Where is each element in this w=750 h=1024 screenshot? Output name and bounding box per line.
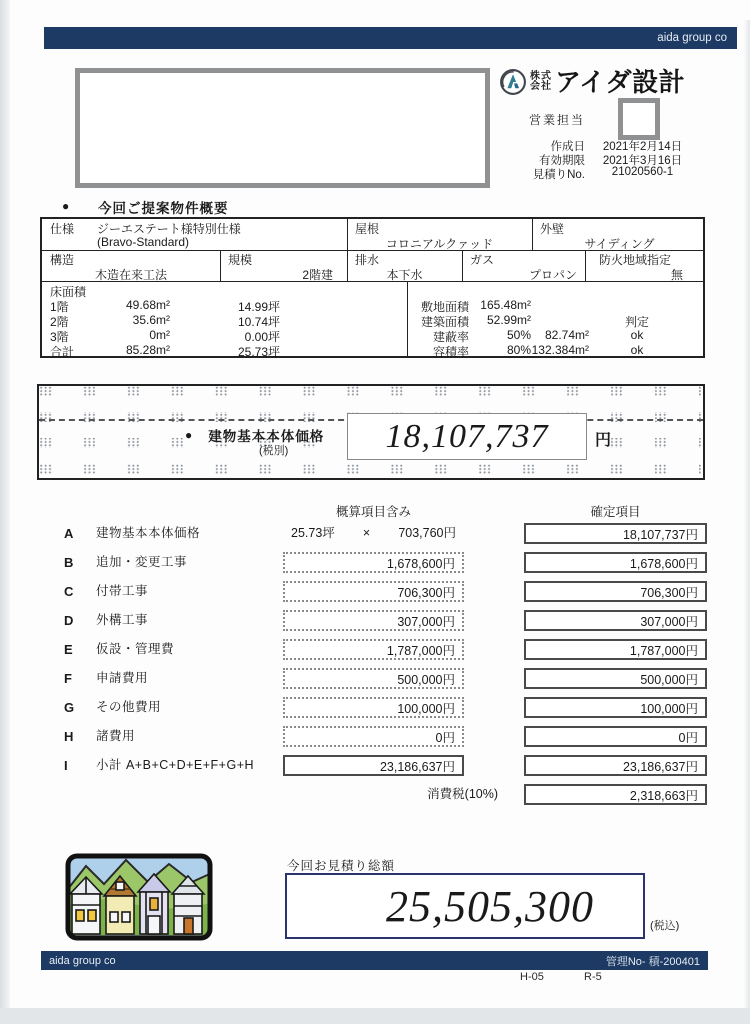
row-name: 外構工事 <box>96 613 149 627</box>
estimate-amount-box: 500,000円 <box>283 668 464 689</box>
row-name: その他費用 <box>96 700 162 714</box>
spec-value-gaiheki: サイディング <box>584 237 655 251</box>
spec-label-gas: ガス <box>470 253 495 267</box>
estimate-row-h <box>0 726 750 748</box>
column-header-estimate: 概算項目含み <box>335 505 411 519</box>
fixed-amount-box: 0円 <box>524 726 707 747</box>
sales-rep-label: 営業担当 <box>529 113 586 127</box>
top-brand-bar <box>44 27 737 49</box>
spec-label-gaiheki: 外壁 <box>540 222 565 236</box>
site-row-v1: 50% <box>506 328 531 342</box>
spec-value-haisui: 本下水 <box>386 268 423 282</box>
spec-value-yane: コロニアルクァッド <box>385 237 494 251</box>
spec-value-bouka: 無 <box>670 268 683 282</box>
grand-total-label: 今回お見積り総額 <box>287 859 396 873</box>
base-price-unit: 円 <box>595 432 612 449</box>
top-bar-text: aida group co <box>657 32 727 44</box>
column-header-fixed: 確定項目 <box>590 505 641 519</box>
estimate-row-b <box>0 552 750 574</box>
footer-bar-left-text: aida group co <box>49 954 116 967</box>
fixed-amount-box: 100,000円 <box>524 697 707 718</box>
company-prefix-top: 株式 <box>530 70 552 82</box>
footer-code-r: R-5 <box>584 971 602 983</box>
row-letter: E <box>64 642 73 657</box>
spec-value-shiyo: ジーエステート様特別仕様 <box>97 222 241 236</box>
customer-address-box <box>75 68 490 188</box>
company-name: アイダ設計 <box>555 67 686 97</box>
row-name: 諸費用 <box>96 729 136 743</box>
floor-row-label: 2階 <box>50 315 69 329</box>
base-price-label-group <box>185 425 324 445</box>
row-name: 仮設・管理費 <box>96 642 175 656</box>
floor-row-label: 3階 <box>50 330 69 344</box>
grand-total-amount-box: 25,505,300 <box>285 873 645 939</box>
spec-value-kozo: 木造在来工法 <box>94 268 167 282</box>
site-row-v1: 80% <box>506 343 531 357</box>
estimate-row-d <box>0 610 750 632</box>
floor-row-tsubo: 10.74坪 <box>237 315 280 329</box>
row-letter: H <box>64 729 74 744</box>
subtotal-fixed-box: 23,186,637円 <box>524 755 707 776</box>
section-title: 今回ご提案物件概要 <box>98 201 229 216</box>
row-letter: C <box>64 584 74 599</box>
estimate-row-subtotal <box>0 755 750 777</box>
floor-row-label: 合計 <box>50 345 75 359</box>
multiply-sign: × <box>362 526 371 540</box>
estimate-row-f <box>0 668 750 690</box>
floor-row-m2: 85.28m² <box>125 343 170 357</box>
grand-total-tax-note: (税込) <box>650 920 680 932</box>
floor-row-m2: 49.68m² <box>125 298 170 312</box>
spec-label-haisui: 排水 <box>355 253 380 267</box>
estimate-amount-box: 1,678,600円 <box>283 552 464 573</box>
site-row-label: 建蔽率 <box>432 330 469 344</box>
meta-label: 有効期限 <box>539 155 585 167</box>
base-price-tax-note: (税別) <box>259 445 289 457</box>
site-row-v2: 82.74m² <box>544 328 589 342</box>
price-bullet-icon: ● <box>185 428 193 442</box>
subtotal-estimate-box: 23,186,637円 <box>283 755 464 776</box>
site-row-v1: 165.48m² <box>480 298 531 312</box>
row-name: 付帯工事 <box>96 584 149 598</box>
site-row-label: 容積率 <box>432 345 469 359</box>
floor-area-title: 床面積 <box>50 285 87 299</box>
site-row-label: 建築面積 <box>420 315 469 329</box>
fixed-amount-box: 18,107,737円 <box>524 523 707 544</box>
spec-label-kozo: 構造 <box>50 253 75 267</box>
houses-illustration <box>64 852 214 942</box>
estimate-row-g <box>0 697 750 719</box>
base-price-amount-box: 18,107,737 <box>347 413 587 460</box>
meta-label: 見積りNo. <box>532 169 585 181</box>
row-letter: F <box>64 671 72 686</box>
meta-value: 2021年2月14日 <box>602 141 683 153</box>
spec-label-kibo: 規模 <box>228 253 253 267</box>
site-row-v1: 52.99m² <box>486 313 531 327</box>
consumption-tax-row <box>0 784 750 806</box>
spec-label-yane: 屋根 <box>355 222 380 236</box>
company-prefix-bottom: 会社 <box>530 81 552 92</box>
row-name: 追加・変更工事 <box>96 555 188 569</box>
estimate-row-a <box>0 523 750 545</box>
row-a-tsubo: 25.73坪 <box>291 526 335 540</box>
estimate-amount-box: 706,300円 <box>283 581 464 602</box>
site-row-judge: ok <box>630 343 644 357</box>
spec-value-shiyo2: (Bravo-Standard) <box>97 235 190 249</box>
row-letter: B <box>64 555 74 570</box>
estimate-amount-box: 307,000円 <box>283 610 464 631</box>
estimate-amount-box: 0円 <box>283 726 464 747</box>
aida-logo-icon <box>499 68 527 96</box>
section-bullet-icon: ● <box>62 199 70 213</box>
fixed-amount-box: 1,787,000円 <box>524 639 707 660</box>
page-edge-right <box>744 20 750 1010</box>
row-a-unit-price: 703,760円 <box>398 526 456 540</box>
meta-row-estimate-no <box>505 166 700 182</box>
row-name: 申請費用 <box>96 671 149 685</box>
floor-row-tsubo: 25.73坪 <box>237 345 280 359</box>
sales-rep-stamp-box <box>618 98 660 140</box>
meta-value: 21020560-1 <box>611 166 674 178</box>
property-spec-table <box>40 217 705 358</box>
estimate-amount-box: 100,000円 <box>283 697 464 718</box>
row-letter: D <box>64 613 74 628</box>
estimate-row-c <box>0 581 750 603</box>
footer-codes <box>0 971 750 985</box>
site-row-v2: 132.384m² <box>531 343 589 357</box>
estimate-row-e <box>0 639 750 661</box>
row-name: 建物基本本体価格 <box>96 526 201 540</box>
base-price-band <box>37 384 705 480</box>
spec-value-kibo: 2階建 <box>302 268 333 282</box>
meta-label: 作成日 <box>550 141 585 153</box>
floor-row-tsubo: 0.00坪 <box>244 330 280 344</box>
row-name: 小計 A+B+C+D+E+F+G+H <box>96 758 255 772</box>
company-logo <box>499 68 685 96</box>
floor-row-tsubo: 14.99坪 <box>237 300 280 314</box>
floor-row-label: 1階 <box>50 300 69 314</box>
fixed-amount-box: 706,300円 <box>524 581 707 602</box>
site-row-judge: 判定 <box>624 315 649 329</box>
fixed-amount-box: 1,678,600円 <box>524 552 707 573</box>
page-edge-left <box>0 0 10 1024</box>
footer-brand-bar <box>41 951 708 970</box>
floor-row-m2: 0m² <box>149 328 170 342</box>
spec-value-gas: プロパン <box>528 268 577 282</box>
page-edge-bottom <box>0 1008 750 1024</box>
footer-bar-right-text: 管理No- 積-200401 <box>605 955 700 968</box>
fixed-amount-box: 500,000円 <box>524 668 707 689</box>
row-a-formula <box>283 523 464 544</box>
spec-label-bouka: 防火地域指定 <box>599 253 672 267</box>
consumption-tax-label: 消費税(10%) <box>427 787 498 801</box>
spec-label-shiyo: 仕様 <box>50 222 75 236</box>
footer-code-h: H-05 <box>520 971 544 983</box>
row-letter: G <box>64 700 75 715</box>
meta-value: 2021年3月16日 <box>602 155 683 167</box>
floor-row-m2: 35.6m² <box>132 313 170 327</box>
consumption-tax-box: 2,318,663円 <box>524 784 707 805</box>
row-letter: I <box>64 758 68 773</box>
row-letter: A <box>64 526 74 541</box>
fixed-amount-box: 307,000円 <box>524 610 707 631</box>
site-row-label: 敷地面積 <box>420 300 469 314</box>
estimate-amount-box: 1,787,000円 <box>283 639 464 660</box>
site-row-judge: ok <box>630 328 644 342</box>
base-price-label: 建物基本本体価格 <box>208 429 325 444</box>
company-prefix <box>530 72 552 93</box>
